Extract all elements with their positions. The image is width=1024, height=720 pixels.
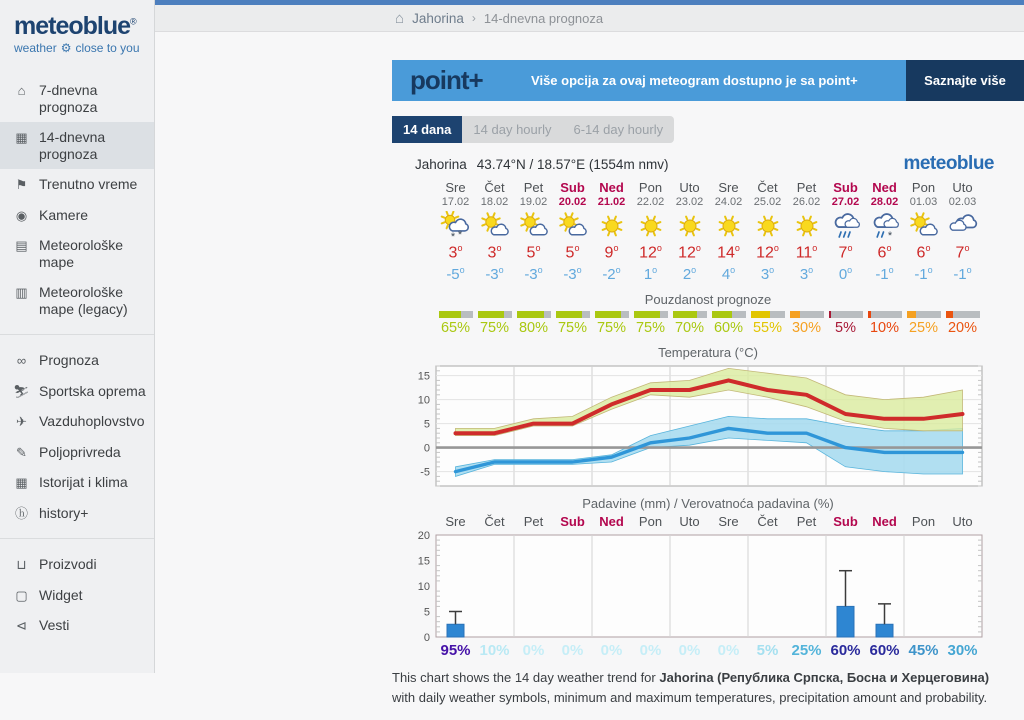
min-temperature: -1$^o$: [875, 265, 894, 284]
sidebar-item-widget[interactable]: [0, 580, 154, 611]
day-name: Pon: [911, 180, 936, 195]
day-column: [865, 180, 904, 283]
max-temperature: 12$^o$: [678, 243, 701, 262]
confidence-bar: [829, 311, 863, 318]
confidence-row: [436, 307, 982, 336]
precip-probability-row: [436, 642, 982, 659]
sidebar-item-sportska-oprema[interactable]: [0, 376, 154, 407]
weather-icon-sun-cloud: [904, 211, 943, 241]
svg-text:-5: -5: [420, 466, 430, 479]
day-name: Sub: [833, 180, 858, 195]
sidebar-item-label: Prognoza: [39, 352, 99, 369]
confidence-value: 70%: [674, 320, 705, 337]
day-name: Pet: [523, 180, 544, 195]
sidebar-item-label: Vesti: [39, 617, 70, 634]
confidence-cell: [514, 307, 553, 336]
registered-mark: ®: [130, 16, 136, 27]
weather-icon-sun: [631, 211, 670, 241]
sidebar-item-vazduhoplovstvo[interactable]: [0, 406, 154, 437]
svg-text:*: *: [450, 231, 455, 241]
confidence-value: 30%: [791, 320, 822, 337]
location-title: [415, 157, 668, 172]
learn-more-button[interactable]: Saznajte više: [906, 60, 1024, 101]
precip-day-label: Sre: [445, 514, 466, 530]
min-temperature: -2$^o$: [602, 265, 621, 284]
sidebar-item-label: Sportska oprema: [39, 382, 146, 399]
precip-day-label: Ned: [599, 514, 624, 530]
location-name: Jahorina: [415, 157, 467, 172]
day-date: 26.02: [792, 196, 821, 208]
day-name: Sre: [445, 180, 466, 195]
day-name: Čet: [757, 180, 778, 195]
confidence-cell: [436, 307, 475, 336]
confidence-bar: [712, 311, 746, 318]
day-date: 19.02: [519, 196, 548, 208]
gear-icon: ⚙: [60, 41, 72, 55]
breadcrumb: [395, 11, 603, 26]
confidence-bar: [517, 311, 551, 318]
precip-probability: 95%: [440, 642, 471, 660]
sidebar-divider: [0, 538, 154, 539]
sidebar-item-label: Vazduhoplovstvo: [39, 413, 145, 430]
day-date: 20.02: [558, 196, 587, 208]
tab-6-14-day-hourly[interactable]: 6-14 day hourly: [562, 116, 674, 143]
day-name: Uto: [952, 180, 973, 195]
min-temperature: -3$^o$: [563, 265, 582, 284]
day-column: [670, 180, 709, 283]
weather-icon-sun: [709, 211, 748, 241]
sidebar-item-meteorolo-ke-mape[interactable]: [0, 230, 154, 277]
max-temperature: 3$^o$: [448, 243, 463, 262]
confidence-bar: [478, 311, 512, 318]
breadcrumb-current: 14-dnevna prognoza: [483, 10, 604, 26]
weather-icon-rain: [826, 211, 865, 241]
current-weather-icon: ⚑: [15, 177, 28, 193]
tab-14-dana[interactable]: 14 dana: [392, 116, 462, 143]
weather-map-icon: ▤: [15, 238, 28, 254]
precip-day-label: Sub: [560, 514, 585, 530]
day-date: 21.02: [597, 196, 626, 208]
confidence-cell: [553, 307, 592, 336]
skier-icon: ⛷: [13, 383, 30, 399]
day-date: 28.02: [870, 196, 899, 208]
sidebar-item-istorijat-i-klima[interactable]: [0, 467, 154, 498]
confidence-value: 75%: [557, 320, 588, 337]
confidence-bar: [595, 311, 629, 318]
cart-icon: ⊔: [16, 557, 27, 573]
sidebar-item-label: Istorijat i klima: [39, 474, 128, 491]
home-icon: ⌂: [17, 83, 26, 98]
banner-message: Više opcija za ovaj meteogram dostupno je sa point+: [531, 73, 858, 88]
precip-day-label: Pon: [638, 514, 663, 530]
svg-text:15: 15: [417, 555, 430, 568]
confidence-cell: [631, 307, 670, 336]
binoculars-icon: ∞: [16, 353, 27, 369]
max-temperature: 11$^o$: [795, 243, 818, 262]
day-column: [787, 180, 826, 283]
pointplus-logo: point+: [410, 65, 483, 95]
weather-icon-sun: [787, 211, 826, 241]
day-name: Sub: [560, 180, 585, 195]
confidence-value: 75%: [479, 320, 510, 337]
history-plus-icon: ⓗ: [14, 505, 28, 521]
day-date: 24.02: [714, 196, 743, 208]
precip-day-label: Čet: [757, 514, 778, 530]
max-temperature: 12$^o$: [639, 243, 662, 262]
precip-probability: 30%: [947, 642, 978, 660]
main-content: [392, 60, 1024, 720]
weather-icon-sun-cloud-snow: [436, 211, 475, 241]
day-column: [475, 180, 514, 283]
sidebar-item-label: Proizvodi: [39, 556, 97, 573]
min-temperature: -1$^o$: [953, 265, 972, 284]
precip-probability: 10%: [479, 642, 510, 660]
weather-icon-sun: [748, 211, 787, 241]
day-date: 23.02: [675, 196, 704, 208]
precip-probability: 60%: [869, 642, 900, 660]
airplane-icon: ✈: [16, 414, 27, 430]
precip-probability: 0%: [639, 642, 662, 660]
confidence-value: 75%: [596, 320, 627, 337]
min-temperature: -3$^o$: [524, 265, 543, 284]
sidebar: [0, 0, 155, 673]
svg-text:*: *: [457, 229, 462, 241]
confidence-value: 75%: [635, 320, 666, 337]
sidebar-item-meteorolo-ke-mape-legacy-[interactable]: [0, 277, 154, 324]
day-name: Čet: [484, 180, 505, 195]
sidebar-item-label: 7-dnevna prognoza: [39, 82, 98, 115]
min-temperature: 2$^o$: [682, 265, 697, 284]
precip-probability: 0%: [522, 642, 545, 660]
sidebar-item-proizvodi[interactable]: [0, 549, 154, 580]
sidebar-item-label: 14-dnevna prognoza: [39, 129, 106, 162]
news-icon: ⊲: [16, 618, 27, 634]
confidence-bar: [556, 311, 590, 318]
precip-day-labels: [436, 514, 982, 529]
confidence-cell: [709, 307, 748, 336]
precip-day-label: Čet: [484, 514, 505, 530]
day-date: 27.02: [831, 196, 860, 208]
confidence-value: 5%: [835, 320, 856, 337]
sidebar-item-14-dnevna-prognoza[interactable]: [0, 122, 154, 169]
svg-text:5: 5: [423, 418, 430, 431]
sidebar-item-label: Poljoprivreda: [39, 443, 121, 460]
day-date: 01.03: [909, 196, 938, 208]
sidebar-item-label: Trenutno vreme: [39, 176, 138, 193]
day-name: Pet: [796, 180, 817, 195]
climate-table-icon: ▦: [15, 475, 28, 491]
confidence-bar: [907, 311, 941, 318]
max-temperature: 6$^o$: [916, 243, 931, 262]
pointplus-banner[interactable]: [392, 60, 1024, 101]
precip-day-label: Ned: [872, 514, 897, 530]
logo-wordmark: meteoblue®: [14, 12, 136, 40]
weather-icon-sun-cloud: [514, 211, 553, 241]
confidence-bar: [790, 311, 824, 318]
confidence-value: 10%: [869, 320, 900, 337]
max-temperature: 3$^o$: [487, 243, 502, 262]
confidence-cell: [748, 307, 787, 336]
precip-day-label: Uto: [679, 514, 700, 530]
svg-text:10: 10: [417, 581, 430, 594]
precip-day-label: Uto: [952, 514, 973, 530]
precip-day-label: Pet: [523, 514, 544, 530]
sidebar-item-label: Meteorološke mape: [39, 237, 124, 270]
breadcrumb-separator: ›: [471, 11, 476, 25]
min-temperature: 3$^o$: [760, 265, 775, 284]
breadcrumb-bar: [155, 5, 1024, 32]
meteoblue-watermark: meteoblue: [903, 153, 994, 174]
svg-text:0: 0: [423, 632, 430, 644]
precip-probability: 0%: [678, 642, 701, 660]
confidence-cell: [787, 307, 826, 336]
svg-text:20: 20: [417, 531, 430, 543]
day-column: [514, 180, 553, 283]
sidebar-item-kamere[interactable]: [0, 200, 154, 231]
precip-probability: 60%: [830, 642, 861, 660]
confidence-bar: [439, 311, 473, 318]
breadcrumb-location-link[interactable]: Jahorina: [412, 10, 464, 26]
widget-icon: ▢: [15, 587, 28, 603]
max-temperature: 7$^o$: [955, 243, 970, 262]
sidebar-item-label: history+: [39, 504, 89, 521]
meteogram-header: [392, 153, 1024, 175]
day-column: [553, 180, 592, 283]
sidebar-item-label: Kamere: [39, 206, 89, 223]
sidebar-item-prognoza[interactable]: [0, 345, 154, 376]
logo-tagline: weather ⚙ close to you: [14, 41, 140, 55]
precip-probability: 0%: [717, 642, 740, 660]
precipitation-chart: [392, 531, 1024, 643]
confidence-bar: [946, 311, 980, 318]
confidence-bar: [751, 311, 785, 318]
precip-probability: 45%: [908, 642, 939, 660]
confidence-cell: [826, 307, 865, 336]
svg-text:*: *: [887, 230, 892, 241]
day-column: [943, 180, 982, 283]
sidebar-nav: [0, 75, 154, 641]
min-temperature: -1$^o$: [914, 265, 933, 284]
precip-probability: 25%: [791, 642, 822, 660]
chart-description: This chart shows the 14 day weather trend for Jahorina (Република Српска, Босна и Херцеговина) with daily weather symbols, minimum and maximum temperatures, precipitation amount and probability.: [392, 670, 990, 705]
confidence-value: 25%: [908, 320, 939, 337]
weather-map-legacy-icon: ▥: [15, 285, 28, 301]
precip-probability: 0%: [561, 642, 584, 660]
confidence-value: 60%: [713, 320, 744, 337]
day-name: Ned: [599, 180, 624, 195]
confidence-cell: [865, 307, 904, 336]
weather-icon-sun: [592, 211, 631, 241]
precip-day-label: Pon: [911, 514, 936, 530]
day-columns: [436, 180, 982, 283]
day-date: 17.02: [441, 196, 470, 208]
max-temperature: 5$^o$: [565, 243, 580, 262]
temperature-chart: [392, 362, 1024, 490]
sidebar-item-vesti[interactable]: [0, 610, 154, 641]
max-temperature: 7$^o$: [838, 243, 853, 262]
sidebar-divider: [0, 334, 154, 335]
svg-text:10: 10: [417, 394, 430, 407]
weather-icon-sun-cloud: [475, 211, 514, 241]
confidence-value: 80%: [518, 320, 549, 337]
calendar-14-icon: ▦: [15, 130, 28, 146]
sidebar-item-label: Widget: [39, 586, 83, 603]
precip-probability: 5%: [756, 642, 779, 660]
min-temperature: -5$^o$: [446, 265, 465, 284]
min-temperature: -3$^o$: [485, 265, 504, 284]
sidebar-item-label: Meteorološke mape (legacy): [39, 284, 128, 317]
confidence-title: Pouzdanost prognoze: [644, 292, 772, 308]
svg-text:15: 15: [417, 370, 430, 383]
confidence-bar: [868, 311, 902, 318]
weather-icon-sun-cloud: [553, 211, 592, 241]
precip-probability: 0%: [600, 642, 623, 660]
sidebar-item-poljoprivreda[interactable]: [0, 437, 154, 468]
confidence-value: 65%: [440, 320, 471, 337]
day-column: [904, 180, 943, 283]
sidebar-item-trenutno-vreme[interactable]: [0, 169, 154, 200]
weather-icon-cloudy: [943, 211, 982, 241]
svg-text:5: 5: [423, 606, 430, 619]
day-date: 18.02: [480, 196, 509, 208]
confidence-cell: [475, 307, 514, 336]
day-date: 02.03: [948, 196, 977, 208]
pen-icon: ✎: [16, 444, 27, 460]
day-date: 25.02: [753, 196, 782, 208]
day-column: [826, 180, 865, 283]
day-name: Uto: [679, 180, 700, 195]
precipitation-chart-title: Padavine (mm) / Verovatnoća padavina (%): [582, 496, 834, 512]
app-logo[interactable]: [0, 0, 154, 63]
max-temperature: 6$^o$: [877, 243, 892, 262]
sidebar-item-7-dnevna-prognoza[interactable]: [0, 75, 154, 122]
confidence-cell: [943, 307, 982, 336]
min-temperature: 1$^o$: [643, 265, 658, 284]
confidence-cell: [592, 307, 631, 336]
confidence-cell: [904, 307, 943, 336]
location-coords: 43.74°N / 18.57°E (1554m nmv): [476, 157, 669, 172]
day-column: [592, 180, 631, 283]
svg-text:0: 0: [423, 442, 430, 455]
home-icon: ⌂: [395, 9, 405, 27]
tab-14-day-hourly[interactable]: 14 day hourly: [462, 116, 562, 143]
day-column: [748, 180, 787, 283]
precip-day-label: Pet: [796, 514, 817, 530]
confidence-cell: [670, 307, 709, 336]
confidence-bar: [673, 311, 707, 318]
day-column: [436, 180, 475, 283]
min-temperature: 4$^o$: [721, 265, 736, 284]
confidence-value: 20%: [947, 320, 978, 337]
day-date: 22.02: [636, 196, 665, 208]
day-column: [709, 180, 748, 283]
day-name: Sre: [718, 180, 739, 195]
weather-icon-sun: [670, 211, 709, 241]
sidebar-item-history-[interactable]: [0, 498, 154, 529]
confidence-bar: [634, 311, 668, 318]
min-temperature: 3$^o$: [799, 265, 814, 284]
weather-icon-rain-snow: [865, 211, 904, 241]
max-temperature: 14$^o$: [717, 243, 740, 262]
temperature-chart-title: Temperatura (°C): [658, 345, 758, 361]
day-column: [631, 180, 670, 283]
min-temperature: 0$^o$: [838, 265, 853, 284]
day-name: Ned: [872, 180, 897, 195]
max-temperature: 12$^o$: [756, 243, 779, 262]
max-temperature: 5$^o$: [526, 243, 541, 262]
meteogram-tabs: [392, 116, 1024, 143]
max-temperature: 9$^o$: [604, 243, 619, 262]
day-name: Pon: [638, 180, 663, 195]
precip-day-label: Sre: [718, 514, 739, 530]
confidence-value: 55%: [752, 320, 783, 337]
webcam-icon: ◉: [15, 207, 28, 223]
precip-day-label: Sub: [833, 514, 858, 530]
